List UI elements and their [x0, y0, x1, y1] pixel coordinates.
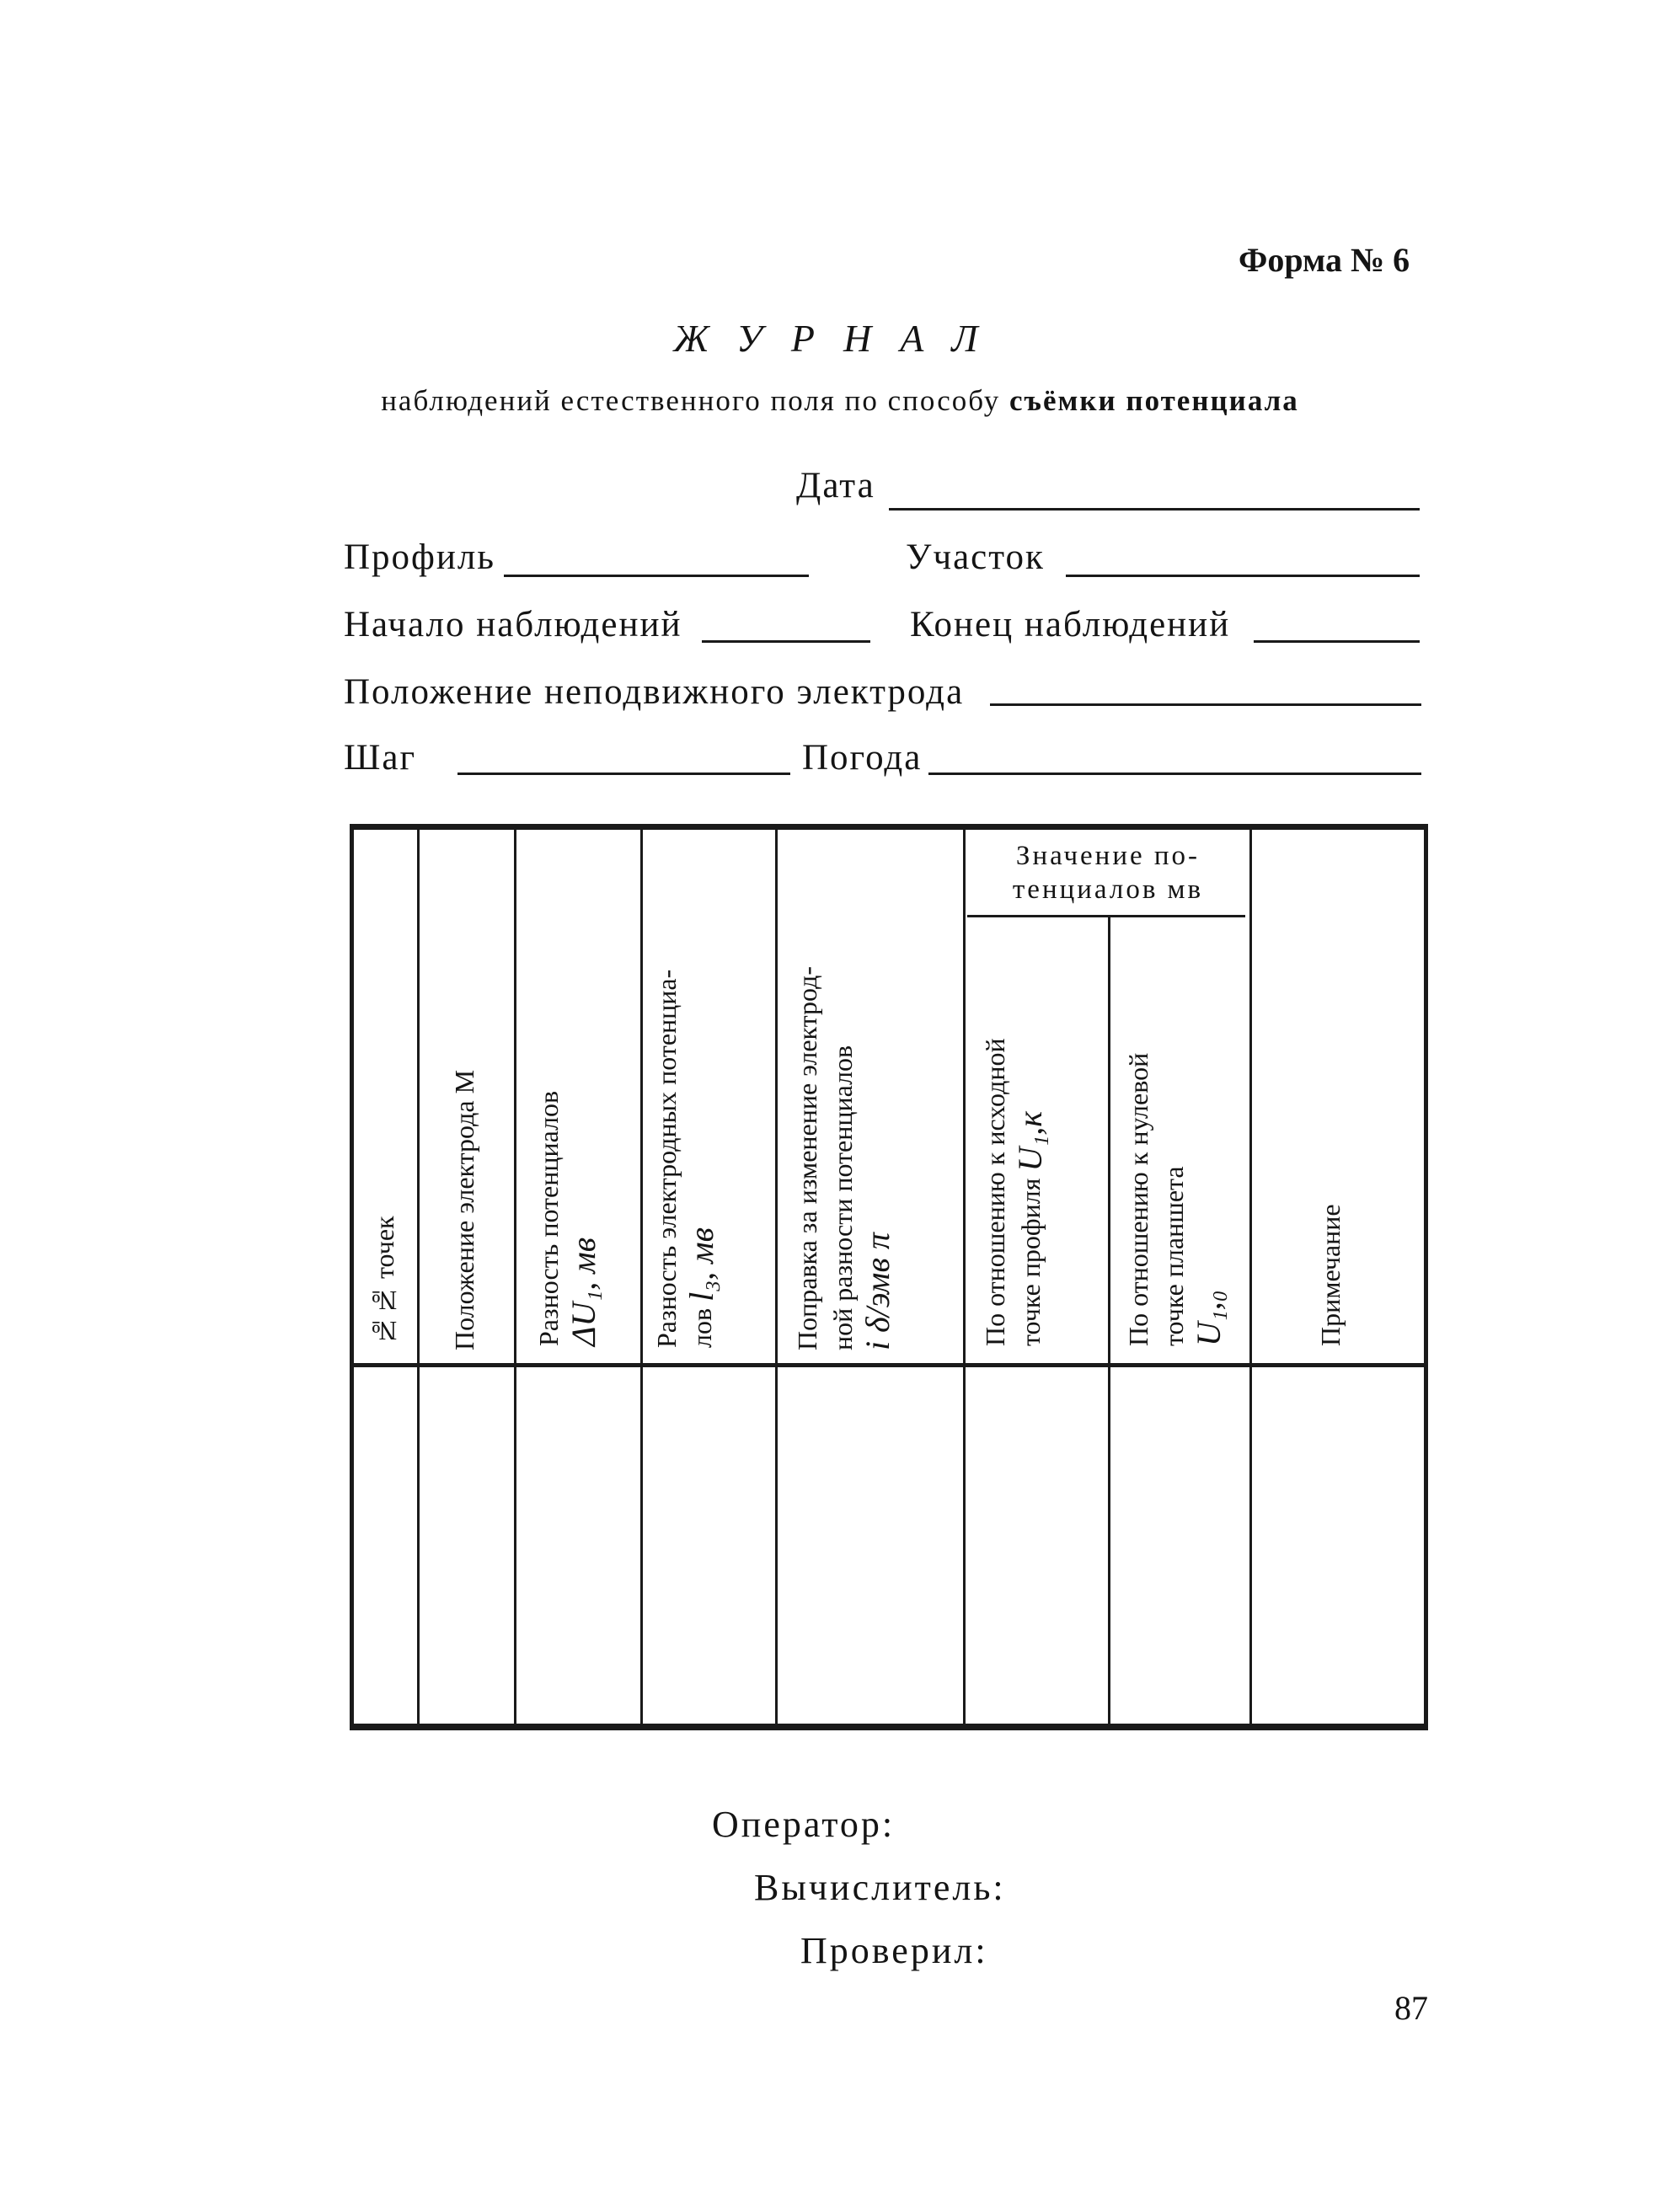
header-relative-start-line2: точке профиля — [1015, 1178, 1046, 1346]
table-bottom-rule — [350, 1724, 1428, 1730]
col-border — [640, 824, 643, 1724]
step-field[interactable] — [457, 773, 790, 775]
table-header-rule — [350, 1363, 1428, 1367]
profile-label: Профиль — [344, 537, 495, 577]
header-electrode-potentials-line2: лов — [687, 1307, 717, 1348]
header-relative-start — [977, 942, 1048, 1346]
header-notes: Примечание — [1315, 1204, 1346, 1346]
col-border — [1424, 824, 1428, 1724]
weather-label: Погода — [802, 738, 923, 778]
step-label: Шаг — [344, 738, 417, 778]
electrode-position-field[interactable] — [990, 703, 1421, 706]
col-border — [350, 824, 354, 1724]
header-relative-zero-symbol: U₁,₀ — [1190, 1290, 1228, 1346]
col-border — [775, 824, 778, 1724]
header-potential-difference-text: Разность потенциалов — [533, 1090, 564, 1346]
header-points: №№ точек — [369, 1216, 399, 1346]
col-border — [514, 824, 516, 1724]
header-electrode-potentials-symbol: l₃, мв — [682, 1227, 720, 1302]
header-electrode-potentials — [649, 842, 720, 1348]
form-number: Форма № 6 — [1239, 241, 1410, 279]
area-label: Участок — [906, 537, 1045, 577]
journal-subtitle — [0, 384, 1680, 418]
header-correction-line1: Поправка за изменение электрод- — [792, 965, 822, 1350]
end-label: Конец наблюдений — [910, 605, 1231, 644]
start-field[interactable] — [702, 640, 870, 643]
col-border — [963, 824, 966, 1724]
col-border — [417, 824, 420, 1724]
header-correction-symbol: i δ/эмв π — [859, 1232, 896, 1350]
header-relative-zero-line1: По отношению к нулевой — [1123, 1052, 1153, 1346]
header-relative-start-symbol: U₁,к — [1011, 1111, 1049, 1172]
weather-field[interactable] — [928, 773, 1421, 775]
group-header-potentials: Значение по- тенциалов мв — [1012, 841, 1204, 905]
end-field[interactable] — [1254, 640, 1420, 643]
col-border — [1249, 824, 1252, 1724]
profile-field[interactable] — [504, 575, 809, 577]
header-relative-zero — [1121, 950, 1227, 1346]
col-border — [1108, 915, 1110, 1724]
date-label: Дата — [796, 466, 875, 505]
subtitle-bold: съёмки потенциала — [1009, 384, 1299, 417]
subtitle-plain: наблюдений естественного поля по способу — [381, 384, 1010, 417]
observation-table — [350, 824, 1428, 1730]
table-top-rule — [350, 824, 1428, 830]
group-header-rule — [967, 915, 1245, 917]
header-electrode-position: Положение электрода M — [449, 1069, 479, 1350]
calculator-label: Вычислитель: — [754, 1867, 1006, 1908]
header-correction-line2: ной разности потенциалов — [827, 1045, 858, 1350]
page-number: 87 — [1394, 1989, 1428, 2027]
area-field[interactable] — [1066, 575, 1420, 577]
date-field[interactable] — [889, 508, 1420, 511]
electrode-position-label: Положение неподвижного электрода — [344, 672, 965, 712]
header-potential-difference — [531, 984, 602, 1346]
header-correction — [789, 837, 896, 1350]
header-relative-start-line1: По отношению к исходной — [980, 1038, 1010, 1346]
start-label: Начало наблюдений — [344, 605, 682, 644]
journal-title: ЖУРНАЛ — [673, 317, 1007, 360]
operator-label: Оператор: — [712, 1804, 896, 1845]
header-relative-zero-line2: точке планшета — [1158, 1166, 1189, 1346]
header-electrode-potentials-line1: Разность электродных потенциа- — [651, 969, 682, 1348]
header-potential-difference-symbol: ΔU₁, мв — [564, 1237, 602, 1346]
checker-label: Проверил: — [800, 1930, 988, 1971]
